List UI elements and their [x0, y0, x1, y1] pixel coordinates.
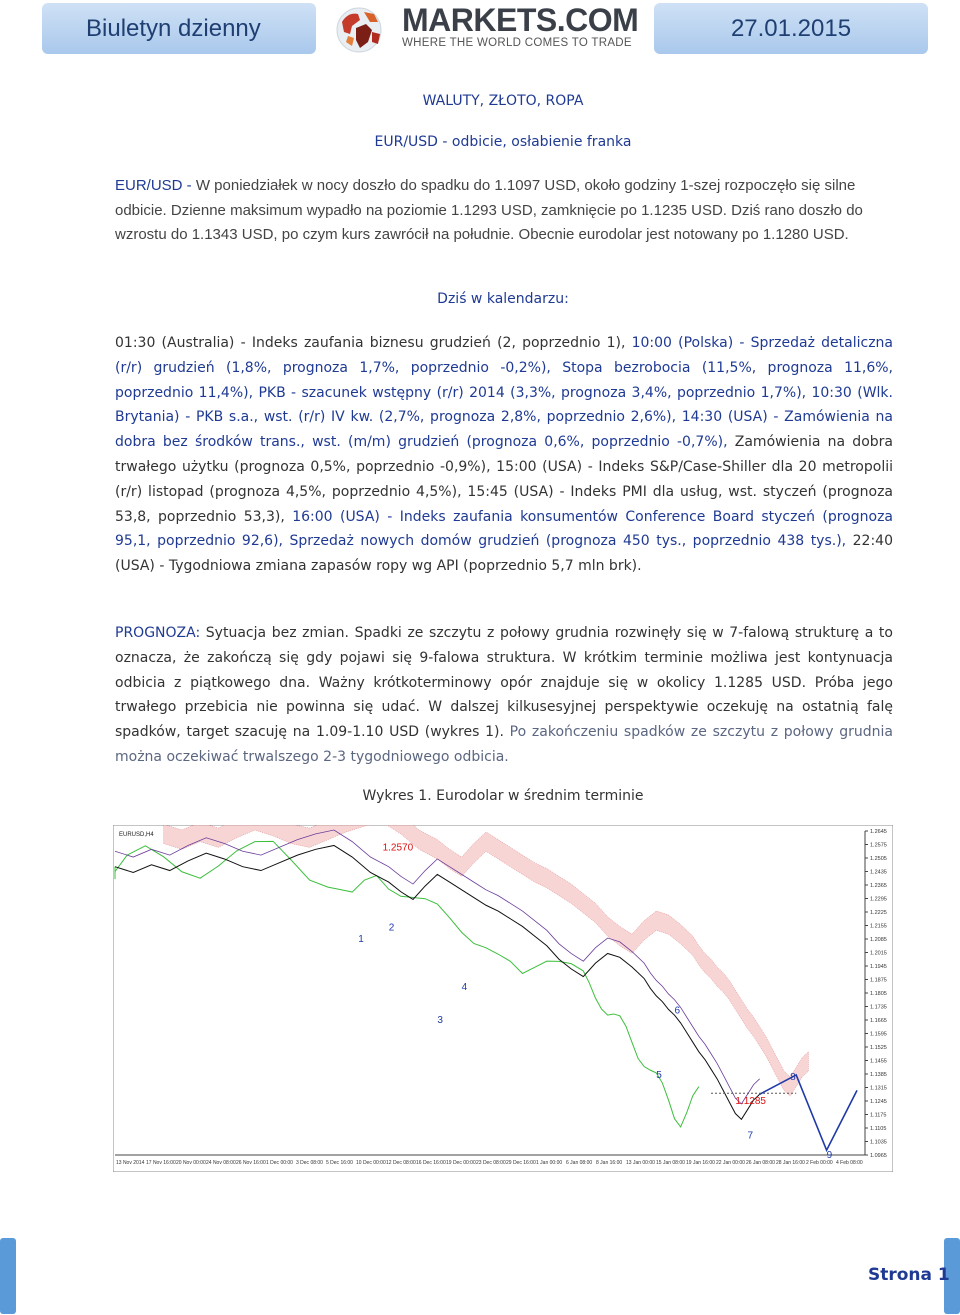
x-tick-label: 24 Nov 08:00 [206, 1160, 236, 1166]
y-tick-label: 1.0965 [870, 1153, 887, 1159]
y-tick-label: 1.1175 [870, 1112, 887, 1119]
x-tick-label: 15 Jan 08:00 [656, 1160, 685, 1166]
chart-annotation: 6 [674, 1005, 681, 1017]
y-tick-label: 1.2015 [870, 950, 887, 957]
intro-paragraph [115, 174, 893, 248]
x-tick-label: 2 Feb 00:00 [806, 1160, 833, 1166]
article-subtitle: EUR/USD - odbicie, osłabienie franka [374, 134, 632, 150]
chart-annotation: 5 [656, 1069, 662, 1081]
calendar-title: Dziś w kalendarzu: [437, 291, 569, 307]
y-tick-label: 1.1525 [870, 1045, 887, 1051]
y-tick-label: 1.2295 [870, 896, 887, 903]
calendar-part-5: 22:40 (USA) - Tygodniowa zmiana zapasów ropy wg API (poprzednio 5,7 mln brk). [115, 533, 893, 575]
y-tick-label: 1.2155 [870, 923, 887, 930]
x-tick-label: 20 Nov 00:00 [176, 1160, 206, 1166]
logo-tagline: WHERE THE WORLD COMES TO TRADE [402, 37, 632, 49]
chart-annotation: 1.1285 [735, 1095, 766, 1107]
y-tick-label: 1.1665 [870, 1018, 887, 1024]
x-tick-label: 13 Nov 2014 [116, 1160, 145, 1166]
x-tick-label: 16 Dec 16:00 [416, 1160, 446, 1166]
x-tick-label: 19 Jan 16:00 [686, 1160, 715, 1166]
y-tick-label: 1.1875 [870, 977, 887, 984]
y-tick-label: 1.1105 [870, 1126, 887, 1132]
y-tick-label: 1.2085 [870, 937, 887, 943]
x-tick-label: 17 Nov 16:00 [146, 1160, 176, 1166]
intro-text: W poniedziałek w nocy doszło do spadku do 1.1097 USD, około godziny 1-szej rozpoczęło się silne odbicie. Dzienne maksimum wypadło na poziomie 1.1293 USD, zamknięcie po 1.1235 USD. Dziś rano doszło do wzrostu do 1.1343 USD, po czym kurs zawrócił na południe. Obecnie eurodolar jest notowany po 1.1280 USD. [115, 177, 863, 243]
bulletin-title: Biuletyn dzienny [86, 14, 261, 42]
chart-frame [113, 825, 893, 1172]
page-number: Strona 1 [868, 1265, 950, 1285]
x-tick-label: 23 Dec 08:00 [476, 1160, 506, 1166]
x-tick-label: 1 Jan 00:00 [536, 1160, 563, 1166]
x-tick-label: 22 Jan 00:00 [716, 1160, 745, 1166]
calendar-paragraph [115, 331, 893, 579]
x-tick-label: 10 Dec 00:00 [356, 1160, 386, 1166]
eurusd-chart [113, 825, 893, 1172]
chart-annotation: 1.2570 [382, 842, 414, 854]
y-tick-label: 1.1735 [870, 1004, 887, 1011]
date-box [654, 3, 928, 54]
x-tick-label: 6 Jan 08:00 [566, 1160, 593, 1166]
y-tick-label: 1.1315 [870, 1085, 887, 1092]
x-tick-label: 5 Dec 16:00 [326, 1160, 353, 1166]
calendar-part-1: 01:30 (Australia) - Indeks zaufania biznesu grudzień (2, poprzednio 1), [115, 335, 632, 351]
forecast-muted-text: Po zakończeniu spadków ze szczytu z połowy grudnia można oczekiwać trwalszego 2-3 tygodniowego odbicia. [115, 724, 893, 765]
x-tick-label: 29 Dec 16:00 [506, 1160, 536, 1166]
y-tick-label: 1.2645 [870, 829, 887, 835]
bulletin-date: 27.01.2015 [730, 14, 852, 42]
chart-annotation: 1 [358, 933, 364, 945]
globe-icon [334, 4, 390, 54]
section-title: WALUTY, ZŁOTO, ROPA [422, 93, 584, 109]
y-tick-label: 1.1595 [870, 1031, 887, 1038]
chart-annotation: 3 [437, 1014, 443, 1026]
y-tick-label: 1.1035 [870, 1139, 887, 1146]
markets-logo [334, 4, 640, 54]
x-tick-label: 8 Jan 16:00 [596, 1160, 623, 1166]
y-tick-label: 1.2225 [870, 910, 887, 916]
chart-annotation: 9 [826, 1149, 833, 1161]
chart-annotation: 7 [747, 1130, 754, 1142]
y-tick-label: 1.1245 [870, 1099, 887, 1105]
y-tick-label: 1.2435 [870, 869, 887, 876]
y-tick-label: 1.2505 [870, 856, 887, 862]
calendar-part-4: 16:00 (USA) - Indeks zaufania konsumentów Conference Board styczeń (prognoza 95,1, poprzednio 92,6), Sprzedaż nowych domów grudzień (prognoza 450 tys., poprzednio 438 tys.), [115, 508, 893, 550]
x-tick-label: 13 Jan 00:00 [626, 1160, 655, 1166]
calendar-part-3: Zamówienia na dobra trwałego użytku (prognoza 0,5%, poprzednio -0,9%), 15:00 (USA) - Indeks S&P/Case-Shiller dla 20 metropolii (r/r) listopad (prognoza 4,5%, poprzednio 4,5%), 15:45 (USA) - Indeks PMI dla usług, wst. styczeń (prognoza 53,8, poprzednio 53,3), [115, 434, 893, 525]
x-tick-label: 26 Jan 08:00 [746, 1160, 775, 1166]
x-tick-label: 4 Feb 08:00 [836, 1160, 863, 1166]
y-tick-label: 1.2575 [870, 842, 887, 849]
y-tick-label: 1.1455 [870, 1058, 887, 1065]
forecast-label: PROGNOZA: [115, 625, 201, 641]
x-tick-label: 12 Dec 08:00 [386, 1160, 416, 1166]
x-tick-label: 1 Dec 00:00 [266, 1160, 293, 1166]
y-tick-label: 1.1385 [870, 1072, 887, 1078]
x-tick-label: 3 Dec 08:00 [296, 1160, 323, 1166]
y-tick-label: 1.1805 [870, 991, 887, 997]
chart-title: EURUSD,H4 [119, 832, 154, 838]
x-tick-label: 28 Jan 16:00 [776, 1160, 805, 1166]
forecast-paragraph [115, 621, 893, 770]
y-tick-label: 1.1945 [870, 964, 887, 970]
bulletin-title-box [42, 3, 316, 54]
calendar-part-2: 10:00 (Polska) - Sprzedaż detaliczna (r/r) grudzień (1,8%, prognoza 1,7%, poprzednio -0,2%), Stopa bezrobocia (11,5%, prognoza 11,6%, poprzednio 11,4%), PKB - szacunek wstępny (r/r) 2014 (3,3%, prognoza 3,4%, poprzednio 1,7%), 10:30 (Wlk. Brytania) - PKB s.a., wst. (r/r) IV kw. (2,7%, prognoza 2,8%, poprzednio 2,6%), 14:30 (USA) - Zamówienia na dobra bez środków trans., wst. (m/m) grudzień (prognoza 0,6%, poprzednio -0,7%), [115, 335, 894, 451]
forecast-text: Sytuacja bez zmian. Spadki ze szczytu z połowy grudnia rozwinęły się w 7-falową strukturę a to oznacza, że zakończą się gdy pojawi się 9-falowa struktura. W krótkim terminie możliwa jest kontynuacja odbicia z piątkowego dna. Ważny krótkoterminowy opór znajduje się w okolicy 1.1285 USD. Próba jego trwałego przebicia nie powinna się udać. W dalszej kilkusesyjnej perspektywie oczekuję na ostatnią falę spadków, target szacuję na 1.09-1.10 USD (wykres 1). [115, 625, 893, 741]
chart-annotation: 2 [388, 922, 395, 934]
y-tick-label: 1.2365 [870, 883, 887, 889]
left-edge-bar [0, 1238, 16, 1314]
chart-annotation: 4 [461, 982, 468, 994]
x-tick-label: 26 Nov 16:00 [236, 1160, 266, 1166]
chart-annotation: 8 [790, 1071, 796, 1083]
logo-wordmark: MARKETS.COM [402, 2, 639, 38]
intro-label: EUR/USD - [115, 177, 192, 194]
x-tick-label: 19 Dec 00:00 [446, 1160, 476, 1166]
chart-caption: Wykres 1. Eurodolar w średnim terminie [362, 788, 644, 804]
